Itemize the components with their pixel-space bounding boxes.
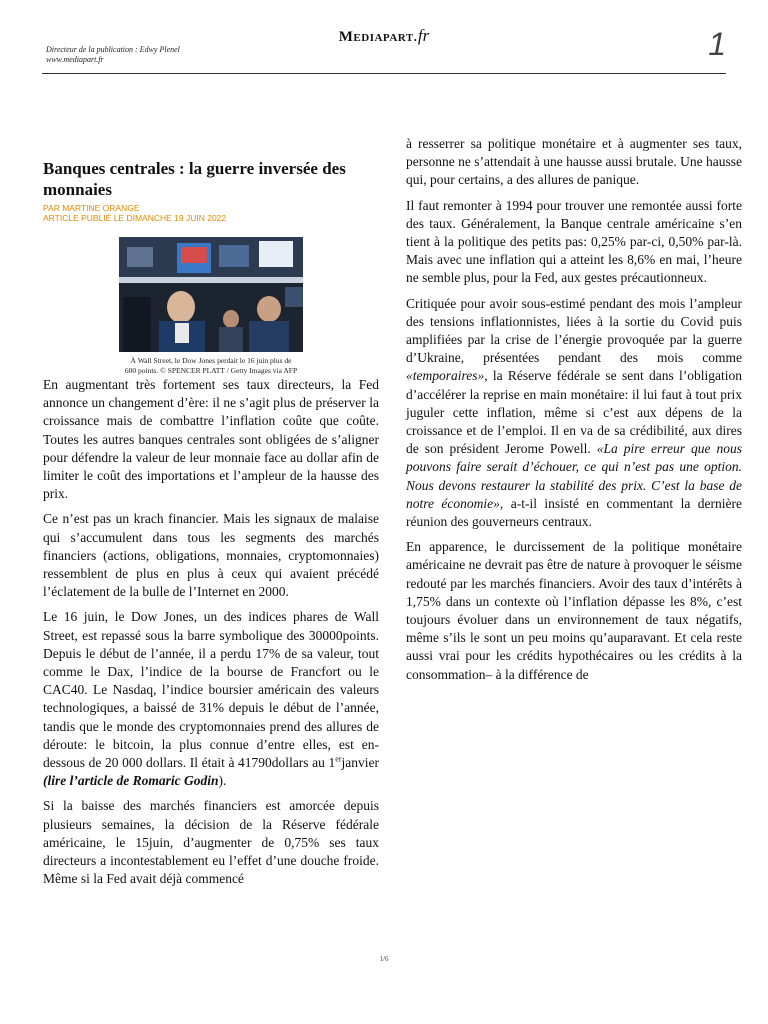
masthead-name: Mediapart <box>338 29 414 45</box>
article-byline[interactable]: PAR MARTINE ORANGE <box>43 203 140 213</box>
paragraph-8: En apparence, le durcissement de la politique monétaire américaine ne devrait pas être de nature à provoquer le séisme redouté par les marchés financiers. Avoir des taux d’intérêts à 1,75% dans un contexte où l’inflation dépasse les 8%, c’est toujours évoluer dans un environnement de taux négatifs, même s’ils le sont un peu moins qu’auparavant. Et cela reste aussi vrai pour les crédits hypothécaires ou les crédits à la consommation– à la différence de <box>406 539 742 682</box>
quote-temporaires: «temporaires» <box>406 368 485 384</box>
header-divider <box>42 73 726 74</box>
paragraph-3-text-after: janvier <box>341 755 379 771</box>
paragraph-3-end: ). <box>218 773 227 789</box>
paragraph-5: à resserrer sa politique monétaire et à augmenter ses taux, personne ne s’attendait à une hausse aussi brutale. Une hausse qui, pour certains, a des allures de panique. <box>406 136 742 188</box>
header-info <box>46 45 180 65</box>
masthead-logo <box>0 26 768 46</box>
paragraph-7 <box>406 295 742 532</box>
photo-caption <box>43 356 379 376</box>
quote-powell: «La pire erreur que nous pouvons faire serait d’échouer, ce qui n’est pas une option. Nous devons restaurer la stabilité des prix. C’est la base de notre économie» <box>406 441 742 511</box>
left-column <box>43 158 379 895</box>
website-url: www.mediapart.fr <box>46 55 104 64</box>
paragraph-1: En augmentant très fortement ses taux directeurs, la Fed annonce un changement d’ère: il ne s’agit plus de préserver la croissance mais de combattre l’inflation coûte que coûte. Toutes les autres banques centrales sont obligées de s’aligner pour défendre la valeur de leur monnaie face au dollar afin de limiter le coût des importations et l’ampleur de la hausse des prix. <box>43 377 379 502</box>
paragraph-7-text-a: Critiquée pour avoir sous-estimé pendant des mois l’ampleur des tensions inflationnistes, liées à la sortie du Covid puis amplifiées par la crise de l’énergie provoquée par la guerre d’Ukraine, présentées pendant des mois comme <box>406 295 742 366</box>
photo-caption-line-1: À Wall Street, le Dow Jones perdait le 16 juin plus de <box>130 356 292 365</box>
superscript-er: er <box>335 754 342 764</box>
publisher-line: Directeur de la publication : Edwy Plenel <box>46 45 180 54</box>
related-article-link[interactable]: (lire l’article de Romaric Godin <box>43 773 219 789</box>
page-number: 1 <box>708 26 726 62</box>
photo-caption-line-2: 600 points. © SPENCER PLATT / Getty Images via AFP <box>124 366 298 375</box>
paragraph-3 <box>43 608 379 790</box>
paragraph-3-text: Le 16 juin, le Dow Jones, un des indices phares de Wall Street, est repassé sous la barre symbolique des 30000points. Depuis le début de l’année, il a perdu 17% de sa valeur, tout comme le Dax, l’indice de la bourse de Francfort ou le CAC40. Le Nasdaq, l’indice boursier américain des valeurs technologiques, a baissé de 31% depuis le début de l’année, tandis que le monde des cryptomonnaies prend des allures de déroute: le bitcoin, la plus connue d’entre elles, est en-dessous de 20 000 dollars. Il était à 41790dollars au 1 <box>43 609 379 771</box>
masthead-tld: .fr <box>413 26 430 45</box>
paragraph-6: Il faut remonter à 1994 pour trouver une remontée aussi forte des taux. Généralement, la Banque centrale américaine s’en tient à la politique des petits pas: 0,25% par-ci, 0,50% par-là. Mais avec une inflation qui a atteint les 8,6% en mai, l’heure ne semble plus, pour la Fed, aux gestes précautionneux. <box>406 197 742 286</box>
article-title: Banques centrales : la guerre inversée des monnaies <box>43 159 346 199</box>
article-pubdate: ARTICLE PUBLIÉ LE DIMANCHE 19 JUIN 2022 <box>43 213 227 223</box>
page-footer-pagination: 1/6 <box>379 955 389 963</box>
article-photo <box>119 237 303 352</box>
paragraph-7-text-c: , a-t-il insisté en commentant la dernière réunion des gouverneurs centraux. <box>406 495 742 530</box>
paragraph-7-text-b: , la Réserve fédérale se sent dans l’obligation d’accélérer la reprise en main monétaire: il lui faut à tout prix juguler cette inflation, même si c’est aux dépens de la croissance et de l’emploi. Il en va de sa crédibilité, aux dires de son président Jerome Powell. <box>406 368 742 457</box>
right-column <box>406 135 742 691</box>
paragraph-2: Ce n’est pas un krach financier. Mais les signaux de malaise qui s’accumulent dans tous les segments des marchés financiers (actions, obligations, monnaies, cryptomonnaies) ressemblent de plus en plus à ceux qui avaient précédé l’éclatement de la bulle de l’Internet en 2000. <box>43 511 379 600</box>
paragraph-4: Si la baisse des marchés financiers est amorcée depuis plusieurs semaines, la décision de la Réserve fédérale américaine, le 15juin, d’augmenter de 0,75% ses taux directeurs a incontestablement eu l’effet d’une douche froide. Même si la Fed avait déjà commencé <box>43 798 379 887</box>
